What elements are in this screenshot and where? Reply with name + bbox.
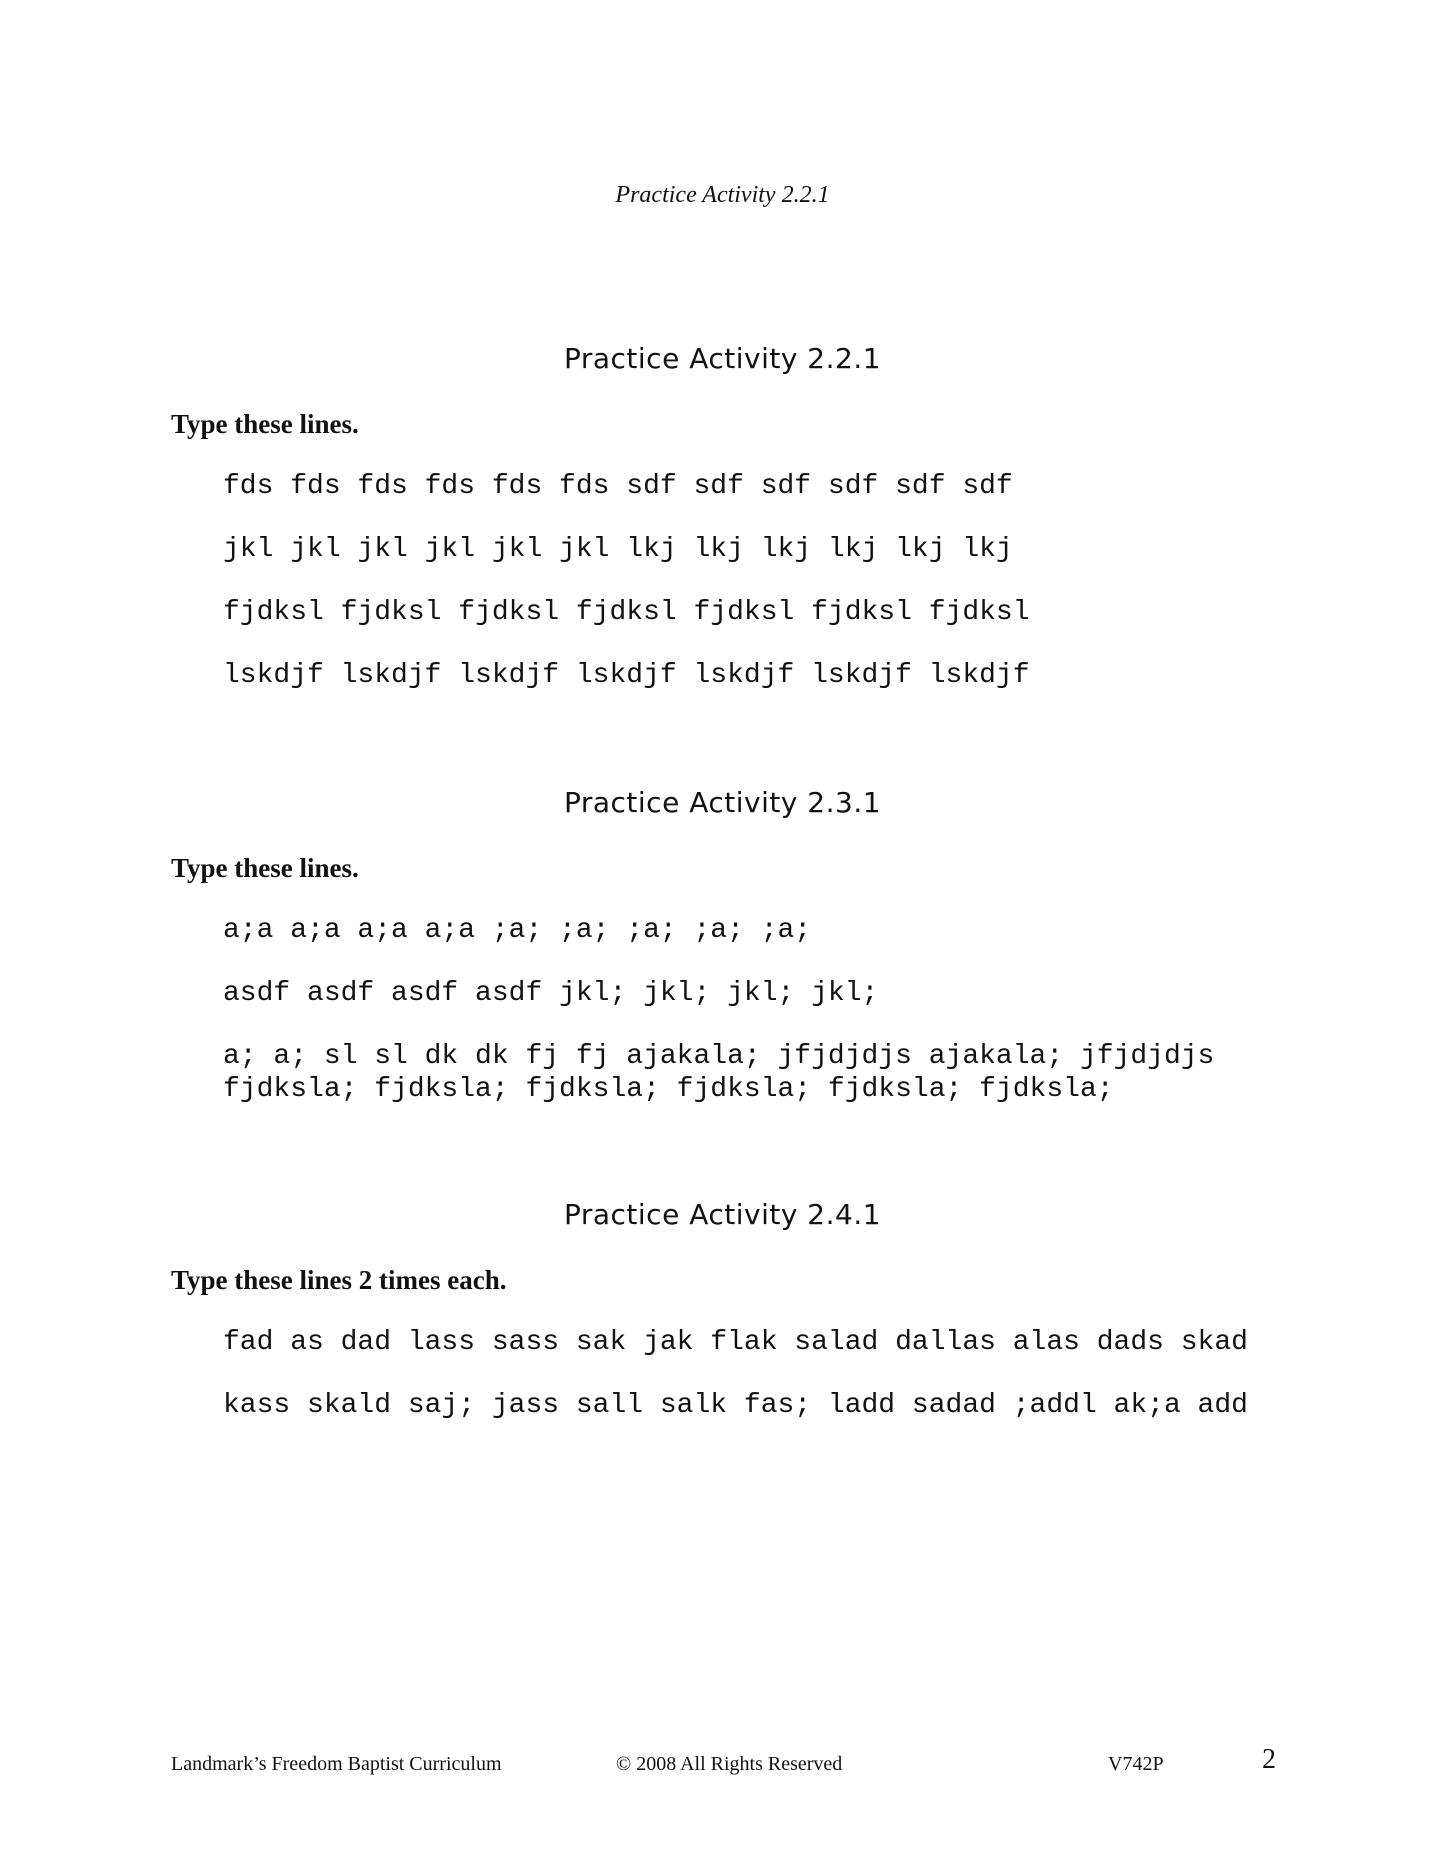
typing-line: jkl jkl jkl jkl jkl jkl lkj lkj lkj lkj lkj lkj [223,534,1013,565]
section-title: Practice Activity 2.3.1 [563,786,882,819]
section-instruction: Type these lines 2 times each. [171,1265,507,1295]
typing-lines [223,914,1214,1136]
typing-line: fjdksl fjdksl fjdksl fjdksl fjdksl fjdksl fjdksl [223,597,1030,628]
typing-line: lskdjf lskdjf lskdjf lskdjf lskdjf lskdjf lskdjf [223,660,1030,691]
typing-line: a; a; sl sl dk dk fj fj ajakala; jfjdjdjs ajakala; jfjdjdjs [223,1041,1215,1072]
running-header: Practice Activity 2.2.1 [615,182,830,208]
typing-line: fds fds fds fds fds fds sdf sdf sdf sdf sdf sdf [223,471,1013,502]
typing-lines [223,1326,1248,1452]
typing-line: fad as dad lass sass sak jak flak salad dallas alas dads skad [223,1327,1248,1358]
section-instruction: Type these lines. [171,409,359,439]
typing-line: kass skald saj; jass sall salk fas; ladd sadad ;addl ak;a add [223,1390,1248,1421]
footer-product-code: V742P [1108,1753,1164,1775]
footer-copyright: © 2008 All Rights Reserved [616,1753,843,1775]
section-title: Practice Activity 2.2.1 [563,342,882,375]
typing-line: asdf asdf asdf asdf jkl; jkl; jkl; jkl; [223,978,879,1009]
typing-line: a;a a;a a;a a;a ;a; ;a; ;a; ;a; ;a; [223,915,812,946]
page-number: 2 [1262,1744,1276,1775]
section-instruction: Type these lines. [171,853,359,883]
typing-line: fjdksla; fjdksla; fjdksla; fjdksla; fjdksla; fjdksla; [223,1074,1114,1105]
section-title: Practice Activity 2.4.1 [563,1198,882,1231]
footer-publisher: Landmark’s Freedom Baptist Curriculum [171,1753,502,1775]
typing-lines [223,470,1030,722]
